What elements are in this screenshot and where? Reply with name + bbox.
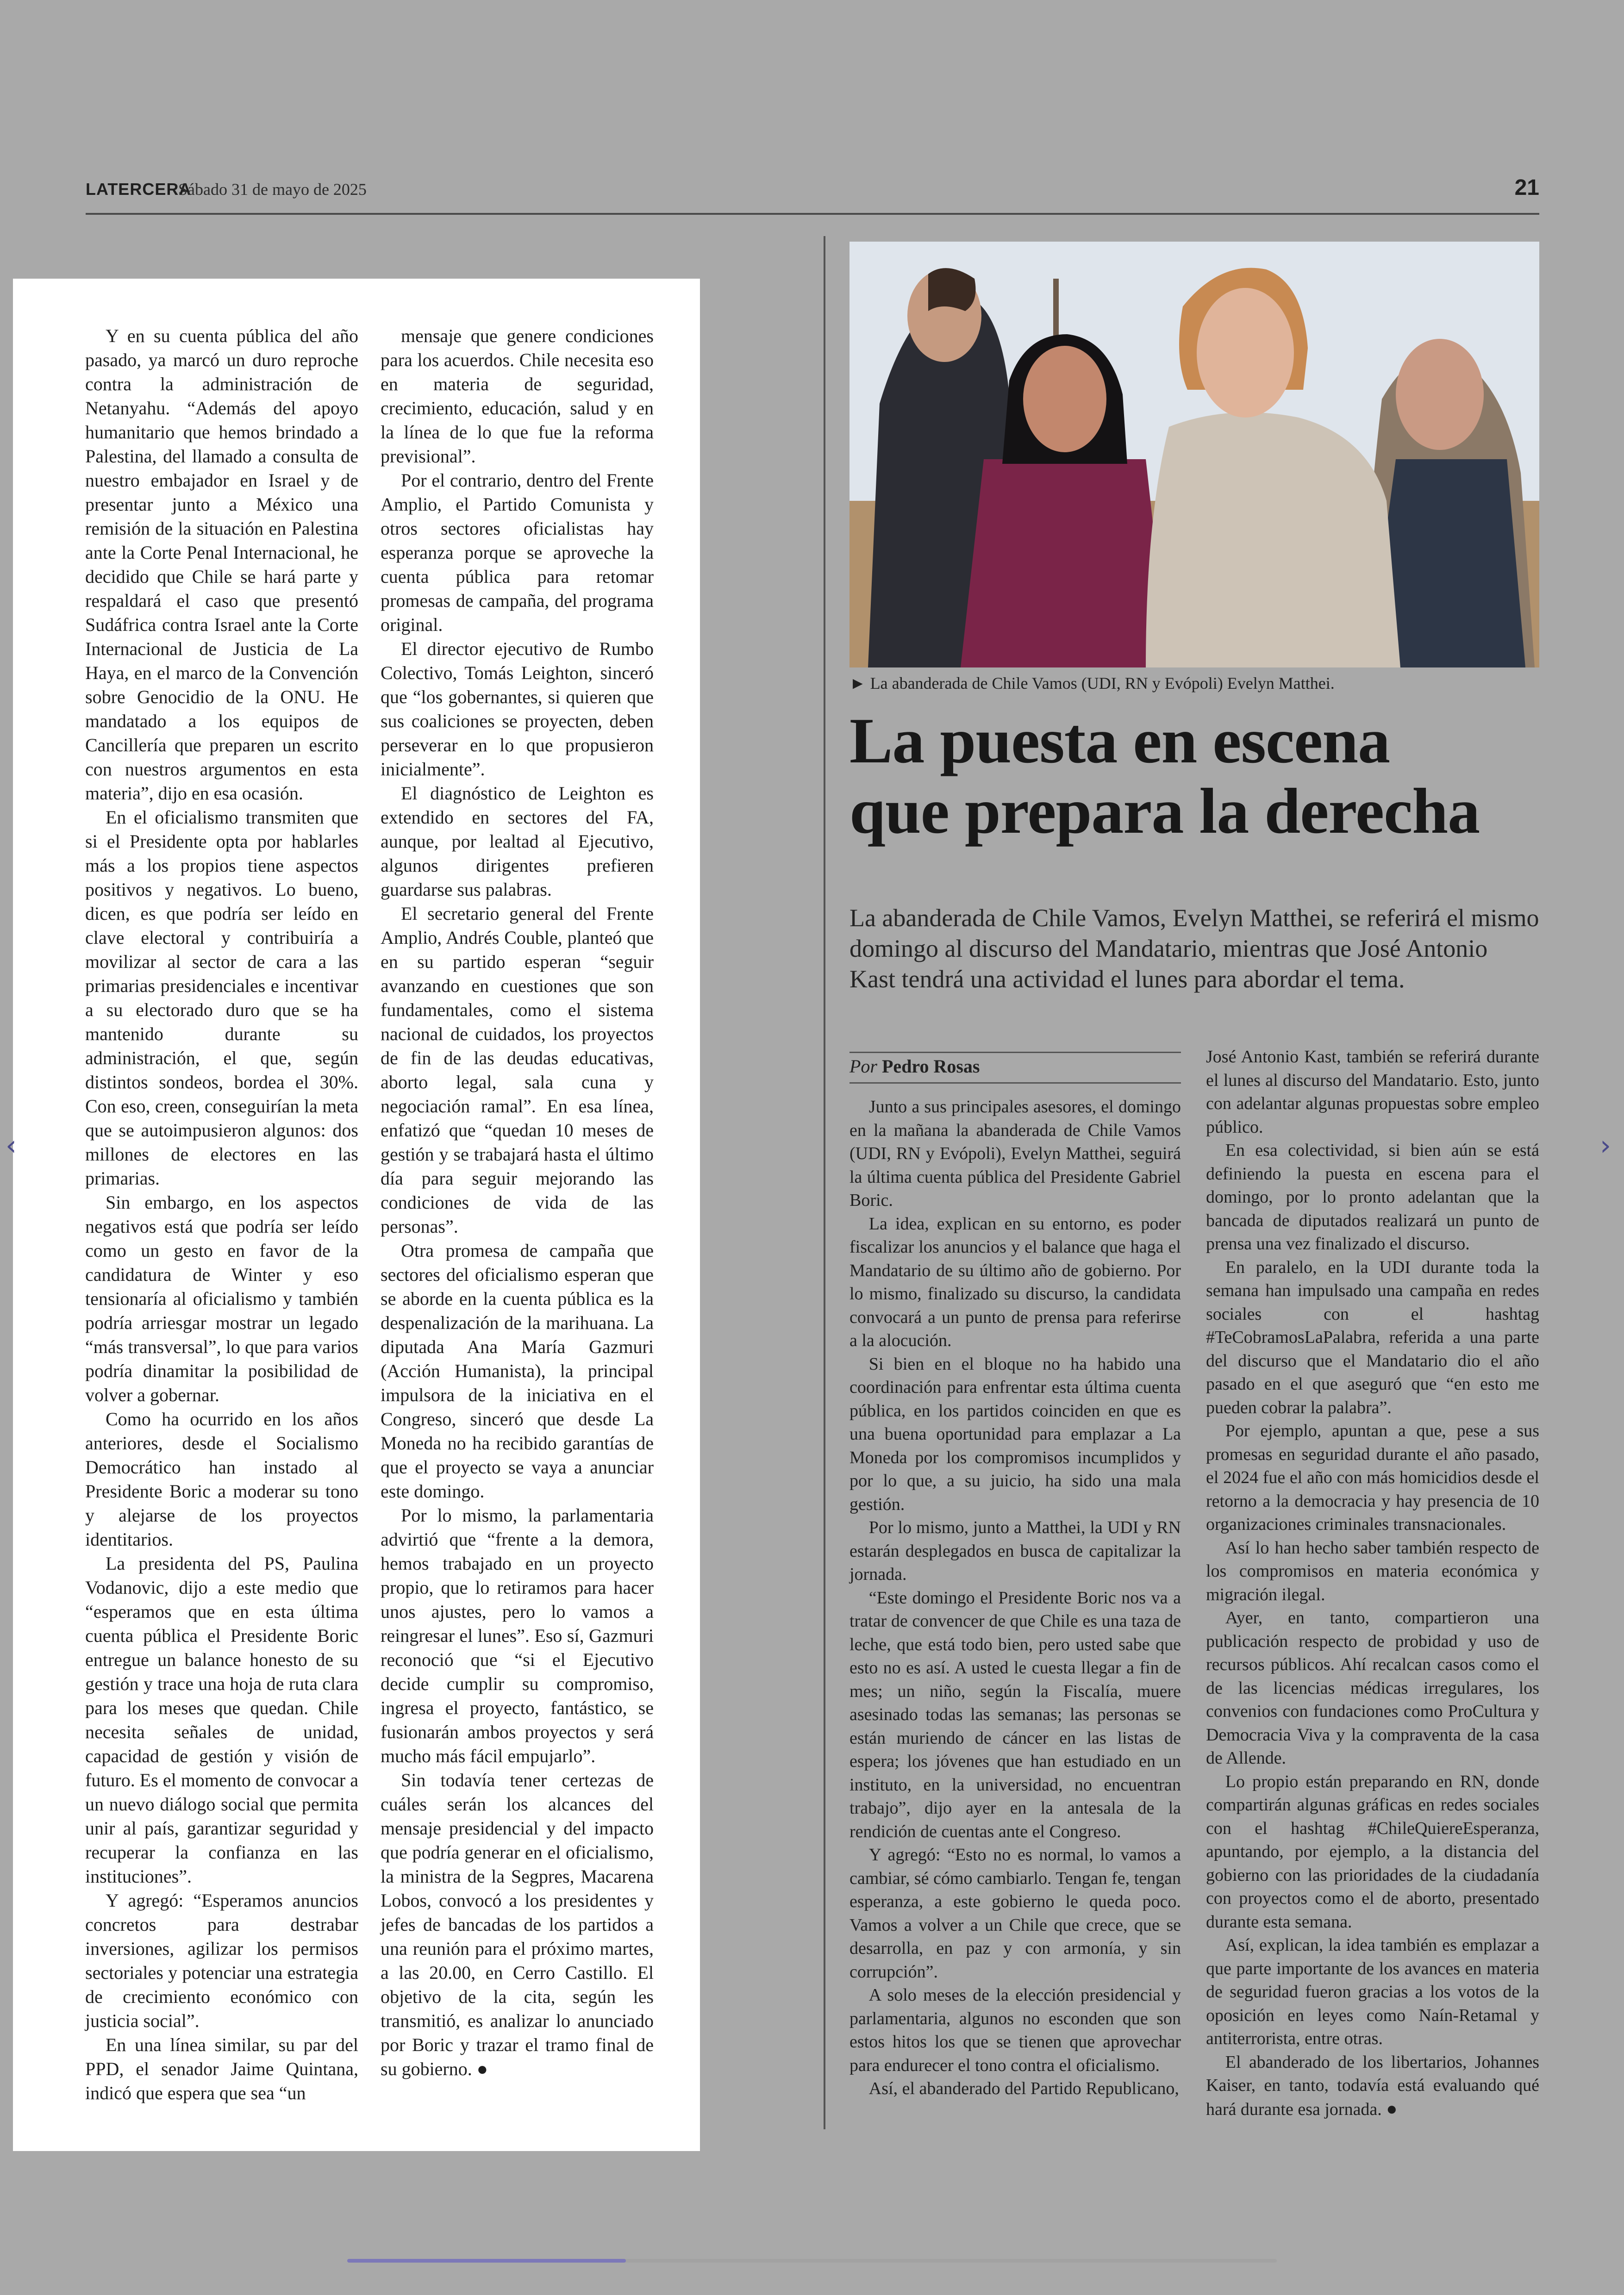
- paragraph: Por el contrario, dentro del Frente Amplio, el Partido Comunista y otros sectores oficialistas hay esperanza porque se aproveche la cuenta pública para retomar promesas de campaña, del programa original.: [381, 470, 654, 635]
- headline-line: La puesta en escena: [849, 705, 1390, 777]
- article-subtitle: La abanderada de Chile Vamos, Evelyn Matthei, se referirá el mismo domingo al discurso del Mandatario, mientras que José Antonio Kast tendrá una actividad el lunes para abordar el tema.: [849, 904, 1539, 993]
- paragraph: Sin embargo, en los aspectos negativos está que podría ser leído como un gesto en favor de la candidatura de Winter y eso tensionaría al oficialismo y también podría arriesgar mostrar un legado “más transversal”, lo que para varios podría dinamitar la posibilidad de volver a gobernar.: [85, 1192, 358, 1405]
- paragraph: Y agregó: “Esperamos anuncios concretos para destrabar inversiones, agilizar los permisos sectoriales y potenciar una estrategia de crecimiento económico con justicia social”.: [85, 1890, 358, 2031]
- next-page-icon[interactable]: ›: [1600, 1129, 1611, 1162]
- paragraph: En una línea similar, su par del PPD, el senador Jaime Quintana, indicó que espera que sea “un: [85, 2034, 358, 2103]
- paragraph: Y en su cuenta pública del año pasado, ya marcó un duro reproche contra la administración de Netanyahu. “Además del apoyo humanitario que hemos brindado a Palestina, del llamado a consulta de nuestro embajador en Israel y de presentar junto a México una remisión de la situación en Palestina ante la Corte Penal Internacional, he decidido que Chile se hará parte y respaldará el caso que presentó Sudáfrica contra Israel ante la Corte Internacional de Justicia de La Haya, en el marco de la Convención sobre Genocidio de la ONU. He mandatado a los equipos de Cancillería que preparen un escrito con nuestros argumentos en esta materia”, dijo en esa ocasión.: [85, 325, 358, 804]
- paragraph-text: Sin todavía tener certezas de cuáles serán los alcances del mensaje presidencial y del impacto que podría generar en el oficialismo, la ministra de la Segpres, Macarena Lobos, convocó a los presidentes y jefes de bancadas de los partidos a una reunión para el próximo martes, a las 20.00, en Cerro Castillo. El objetivo de la cita, según les transmitió, es analizar lo anunciado por Boric y trazar el tramo final de su gobierno.: [381, 1770, 654, 2079]
- paragraph: José Antonio Kast, también se referirá durante el lunes al discurso del Mandatario. Esto, junto con adelantar algunas propuestas sobre empleo público.: [1206, 1047, 1539, 1137]
- page-header: [86, 171, 1539, 215]
- paragraph: En paralelo, en la UDI durante toda la semana han impulsado una campaña en redes sociales con el hashtag #TeCobramosLaPalabra, referida a una parte del discurso que el Mandatario dio el año pasado en el que aseguró que “en esto me pueden cobrar la palabra”.: [1206, 1257, 1539, 1417]
- byline-rule-top: [849, 1052, 1181, 1053]
- right-article-column-1: [849, 1095, 1181, 2101]
- paragraph: Así, explican, la idea también es emplazar a que parte importante de los avances en materia de seguridad fueron gracias a los votos de la oposición en leyes como Naín-Retamal y antiterrorista, entre otras.: [1206, 1935, 1539, 2048]
- paragraph: Así, el abanderado del Partido Republicano,: [868, 2079, 1179, 2098]
- headline-line: que prepara la derecha: [849, 775, 1480, 847]
- paragraph: Así lo han hecho saber también respecto de los compromisos en materia económica y migración ilegal.: [1206, 1538, 1539, 1604]
- paragraph-text: El abanderado de los libertarios, Johannes Kaiser, en tanto, todavía está evaluando qué hará durante esa jornada.: [1206, 2052, 1539, 2119]
- paragraph: mensaje que genere condiciones para los acuerdos. Chile necesita eso en materia de seguridad, crecimiento, educación, salud y en la línea de lo que fue la reforma previsional”.: [381, 325, 654, 467]
- paragraph: Otra promesa de campaña que sectores del oficialismo esperan que se aborde en la cuenta pública es la despenalización de la marihuana. La diputada Ana María Gazmuri (Acción Humanista), la principal impulsora de la iniciativa en el Congreso, sinceró que desde La Moneda no ha recibido garantías de que el proyecto se vaya a anunciar este domingo.: [381, 1240, 654, 1502]
- photo-illustration: [849, 242, 1539, 667]
- column-divider: [824, 236, 825, 2129]
- paragraph: Y agregó: “Esto no es normal, lo vamos a cambiar, sé cómo cambiarlo. Tengan fe, tengan esperanza, a este gobierno le queda poco. Vamos a volver a un Chile que crece, que se desarrolla, en paz y con armonía, y sin corrupción”.: [849, 1845, 1181, 1982]
- paragraph: Por ejemplo, apuntan a que, pese a sus promesas en seguridad durante el año pasado, el 2024 fue el año con más homicidios desde el retorno a la democracia y hay presencia de 10 organizaciones criminales transnacionales.: [1206, 1421, 1539, 1534]
- article-headline: [849, 706, 1544, 847]
- byline-prefix: Por: [849, 1056, 877, 1077]
- paragraph: Por lo mismo, junto a Matthei, la UDI y RN estarán desplegados en busca de capitalizar la jornada.: [849, 1518, 1181, 1584]
- paragraph: Si bien en el bloque no ha habido una coordinación para enfrentar esta última cuenta pública, en los partidos coinciden en que es una buena oportunidad para emplazar a La Moneda por los compromisos incumplidos y por lo que, a su juicio, ha sido una mala gestión.: [849, 1354, 1181, 1514]
- paragraph: La idea, explican en su entorno, es poder fiscalizar los anuncios y el balance que haga el Mandatario de su último año de gobierno. Por lo mismo, finalizado su discurso, la candidata convocará a un punto de prensa para referirse a la alocución.: [849, 1214, 1181, 1350]
- reading-progress-bar[interactable]: [347, 2259, 1277, 2263]
- photo-caption: ► La abanderada de Chile Vamos (UDI, RN y Evópoli) Evelyn Matthei.: [849, 674, 1335, 692]
- issue-date: Sábado 31 de mayo de 2025: [178, 180, 367, 199]
- paragraph: Lo propio están preparando en RN, donde compartirán algunas gráficas en redes sociales con el hashtag #ChileQuiereEsperanza, apuntando, por ejemplo, a la distancia del gobierno con las prioridades de la ciudadanía con proyectos como el de aborto, presentado durante esta semana.: [1206, 1771, 1539, 1932]
- paragraph: [1206, 2051, 1539, 2121]
- paragraph: Como ha ocurrido en los años anteriores, desde el Socialismo Democrático han instado al Presidente Boric a moderar su tono y alejarse de los proyectos identitarios.: [85, 1409, 358, 1550]
- paragraph: La presidenta del PS, Paulina Vodanovic, dijo a este medio que “esperamos que en esta última cuenta pública el Presidente Boric entregue un balance honesto de su gestión y trace una hoja de ruta clara para los meses que quedan. Chile necesita señales de unidad, capacidad de gestión y visión de futuro. Es el momento de convocar a un nuevo diálogo social que permita unir al país, garantizar seguridad y recuperar la confianza en las instituciones”.: [85, 1553, 358, 1887]
- byline-author: Pedro Rosas: [882, 1056, 980, 1077]
- paragraph: El diagnóstico de Leighton es extendido en sectores del FA, aunque, por lealtad al Ejecutivo, algunos dirigentes prefieren guardarse sus palabras.: [381, 783, 654, 900]
- previous-page-icon[interactable]: ‹: [6, 1129, 17, 1162]
- reading-progress-fill: [347, 2259, 626, 2263]
- paragraph: Junto a sus principales asesores, el domingo en la mañana la abanderada de Chile Vamos (UDI, RN y Evópoli), Evelyn Matthei, seguirá la última cuenta pública del Presidente Gabriel Boric.: [849, 1097, 1181, 1210]
- paragraph: En el oficialismo transmiten que si el Presidente opta por hablarles más a los propios tiene aspectos positivos y negativos. Lo bueno, dicen, es que podría ser leído en clave electoral y contribuiría a movilizar al sector de cara a las primarias presidenciales e incentivar a su electorado duro que se ha mantenido durante su administración, el que, según distintos sondeos, bordea el 30%. Con eso, creen, conseguirían la meta que se autoimpusieron algunos: dos millones de electores en las primarias.: [85, 807, 358, 1189]
- end-of-article-mark: ●: [1386, 2098, 1398, 2119]
- right-article-column-2: [1206, 1045, 1539, 2121]
- newspaper-logo: LATERCERA: [86, 180, 192, 199]
- left-article-column-2: [381, 324, 654, 2081]
- paragraph: El secretario general del Frente Amplio, Andrés Couble, planteó que en su partido esperan “seguir avanzando en cuestiones que son fundamentales, como el sistema nacional de cuidados, los proyectos de fin de las deudas educativas, aborto legal, sala cuna y negociación ramal”. En esa línea, enfatizó que “quedan 10 meses de gestión y se trabajará hasta el último día para seguir mejorando las condiciones de vida de las personas”.: [381, 903, 654, 1237]
- page-number: 21: [1514, 175, 1539, 200]
- byline-rule-bottom: [849, 1082, 1181, 1084]
- paragraph: Ayer, en tanto, compartieron una publicación respecto de probidad y uso de recursos públicos. Ahí recalcan casos como el de las licencias médicas irregulares, los convenios con fundaciones como ProCultura y Democracia Viva y la compraventa de la casa de Allende.: [1206, 1608, 1539, 1768]
- paragraph: A solo meses de la elección presidencial y parlamentaria, algunos no esconden que son estos hitos los que se tienen que aprovechar para endurecer el tono contra el oficialismo.: [849, 1985, 1181, 2075]
- paragraph: En esa colectividad, si bien aún se está definiendo la puesta en escena para el domingo, por lo pronto adelantan que la bancada de diputados realizará un punto de prensa una vez finalizado el discurso.: [1206, 1141, 1539, 1254]
- left-article-column-1: [85, 324, 358, 2105]
- paragraph: Por lo mismo, la parlamentaria advirtió que “frente a la demora, hemos trabajado en un proyecto propio, que lo retiramos para hacer unos ajustes, pero lo vamos a reingresar el lunes”. Eso sí, Gazmuri reconoció que “si el Ejecutivo decide cumplir su compromiso, ingresa el proyecto, fantástico, se fusionarán ambos proyectos y será mucho más fácil empujarlo”.: [381, 1505, 654, 1766]
- byline: [849, 1055, 980, 1077]
- end-of-article-mark: ●: [476, 2058, 488, 2079]
- article-photo: [849, 242, 1539, 667]
- paragraph: “Este domingo el Presidente Boric nos va a tratar de convencer de que Chile es una taza de leche, que está todo bien, pero usted sabe que esto no es así. A usted le cuesta llegar a fin de mes; un niño, según la Fiscalía, muere asesinado todas las semanas; las personas se están muriendo de cáncer en las listas de espera; los jóvenes que han estudiado en un instituto, en la universidad, no encuentran trabajo”, dijo ayer en la antesala de la rendición de cuentas ante el Congreso.: [849, 1588, 1181, 1841]
- paragraph: [381, 1768, 654, 2081]
- paragraph: El director ejecutivo de Rumbo Colectivo, Tomás Leighton, sinceró que “los gobernantes, si quieren que sus coaliciones se proyecten, deben perseverar en lo que propusieron inicialmente”.: [381, 638, 654, 780]
